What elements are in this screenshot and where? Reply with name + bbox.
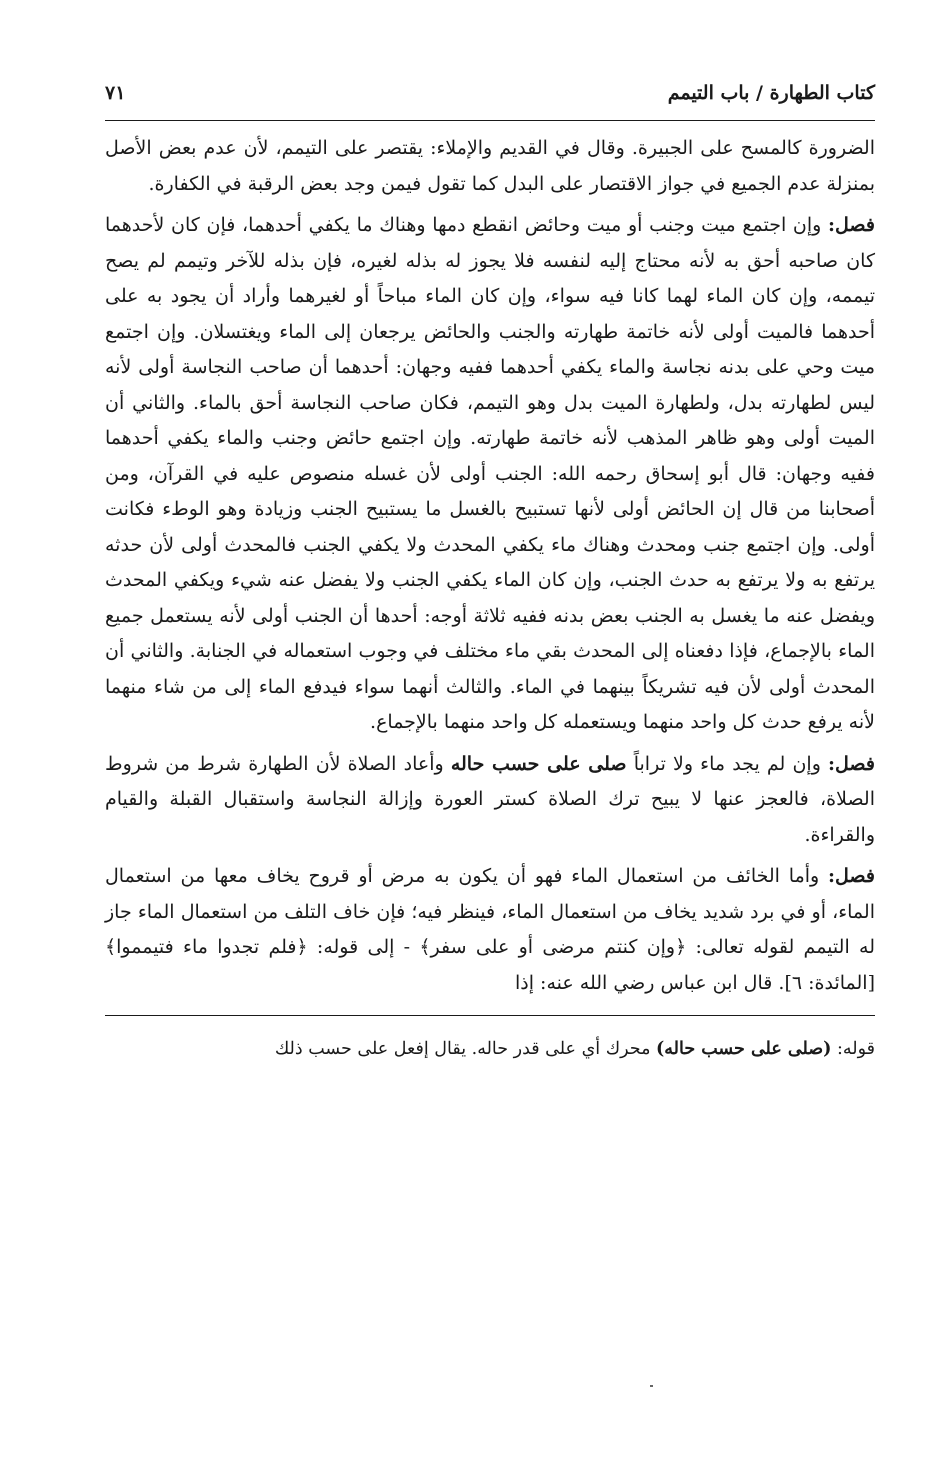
footnote-prefix: قوله: [831, 1038, 875, 1059]
section-lead: فصل: [828, 214, 875, 236]
paragraph-3 [105, 747, 875, 854]
footnote [105, 1034, 875, 1064]
page-number: ٧١ [105, 82, 126, 104]
section-lead: فصل: [828, 752, 875, 775]
section-lead: فصل: [828, 865, 875, 887]
paragraph-3-bold-phrase: صلى على حسب حاله [450, 752, 627, 775]
footnote-text: محرك أي على قدر حاله. يقال إفعل على حسب ذلك [274, 1038, 657, 1059]
paragraph-1-text: الضرورة كالمسح على الجبيرة. وقال في القديم والإملاء: يقتصر على التيمم، لأن عدم بعض الأصل بمنزلة عدم الجميع في جواز الاقتصار على البدل كما تقول فيمن وجد بعض الرقبة في الكفارة. [105, 137, 875, 195]
header-divider [105, 120, 875, 121]
paragraph-3-text-b: وأعاد الصلاة لأن الطهارة شرط من شروط الصلاة، فالعجز عنها لا يبيح ترك الصلاة كستر العورة وإزالة النجاسة واستقبال القبلة والقيام والقراءة. [105, 752, 875, 846]
paragraph-1 [105, 131, 875, 202]
footnote-divider [105, 1015, 875, 1016]
paragraph-2-text: وإن اجتمع ميت وجنب أو ميت وحائض انقطع دمها وهناك ما يكفي أحدهما، فإن كان لأحدهما كان صاحبه أحق به لأنه محتاج إليه لنفسه فلا يجوز له بذله لغيره، فإن بذله للآخر وتيمم لم يصح تيممه، وإن كان الماء لهما كانا فيه سواء، وإن كان الماء مباحاً أو لغيرهما وأراد أن يجود به على أحدهما فالميت أولى لأنه خاتمة طهارته والجنب والحائض يرجعان إلى الماء ويغتسلان. وإن اجتمع ميت وحي على بدنه نجاسة والماء يكفي أحدهما ففيه وجهان: أحدهما أن صاحب النجاسة أولى لأنه ليس لطهارته بدل، ولطهارة الميت بدل وهو التيمم، فكان صاحب النجاسة أحق بالماء. والثاني أن الميت أولى وهو ظاهر المذهب لأنه خاتمة طهارته. وإن اجتمع حائض وجنب والماء يكفي أحدهما ففيه وجهان: قال أبو إسحاق رحمه الله: الجنب أولى لأن غسله منصوص عليه في القرآن، ومن أصحابنا من قال إن الحائض أولى لأنها تستبيح بالغسل ما يستبيح الجنب وزيادة وهو الوطء فكانت أولى. وإن اجتمع جنب ومحدث وهناك ماء يكفي المحدث ولا يكفي الجنب فالمحدث أولى لأن حدثه يرتفع به ولا يرتفع به حدث الجنب، وإن كان الماء يكفي الجنب ولا يفضل عنه شيء ويكفي المحدث ويفضل عنه ما يغسل به الجنب بعض بدنه ففيه ثلاثة أوجه: أحدها أن الجنب أولى لأنه يستعمل جميع الماء بالإجماع، فإذا دفعناه إلى المحدث بقي ماء مختلف في وجوب استعماله في الجنابة. والثاني أن المحدث أولى لأن فيه تشريكاً بينهما في الماء. والثالث أنهما سواء فيدفع الماء إلى من شاء منهما لأنه يرفع حدث كل واحد منهما ويستعمله كل واحد منهما بالإجماع. [105, 214, 875, 733]
book-page [105, 82, 875, 1081]
paragraph-3-text-a: وإن لم يجد ماء ولا تراباً [626, 752, 829, 775]
paragraph-2 [105, 208, 875, 741]
paragraph-4-text: وأما الخائف من استعمال الماء فهو أن يكون به مرض أو قروح يخاف معها من استعمال الماء، أو في برد شديد يخاف من استعمال الماء، فينظر فيه؛ فإن خاف التلف من استعمال الماء جاز له التيمم لقوله تعالى: ﴿وإن كنتم مرضى أو على سفر﴾ - إلى قوله: ﴿فلم تجدوا ماء فتيمموا﴾ [المائدة: ٦]. قال ابن عباس رضي الله عنه: إذا [105, 865, 875, 994]
scan-speck [650, 1385, 653, 1387]
paragraph-4 [105, 859, 875, 1001]
running-title: كتاب الطهارة / باب التيمم [667, 82, 875, 104]
page-header [105, 82, 875, 118]
footnote-quoted: (صلى على حسب حاله) [656, 1038, 832, 1059]
